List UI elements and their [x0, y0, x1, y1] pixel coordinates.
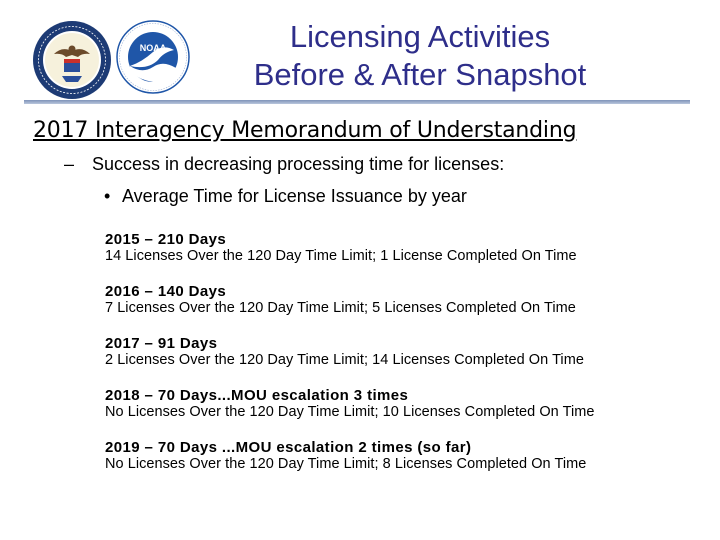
entry-year: 2018 – 70 Days...MOU escalation 3 times [105, 387, 409, 404]
year-entry-2017 [105, 335, 594, 369]
entry-year: 2017 – 91 Days [105, 335, 218, 352]
entry-detail: No Licenses Over the 120 Day Time Limit; 8 Licenses Completed On Time [105, 456, 587, 472]
dash-marker: – [64, 154, 75, 174]
title-divider [24, 100, 690, 104]
entry-detail: 14 Licenses Over the 120 Day Time Limit; 1 License Completed On Time [105, 248, 577, 264]
title-line-2: Before & After Snapshot [253, 57, 587, 92]
slide-title [210, 18, 630, 94]
commerce-seal-logo [32, 20, 112, 100]
entry-year: 2016 – 140 Days [105, 283, 227, 300]
entry-year: 2015 – 210 Days [105, 231, 227, 248]
entry-year: 2019 – 70 Days ...MOU escalation 2 times (so far) [105, 439, 472, 456]
year-entry-2016 [105, 283, 594, 317]
year-entry-2015 [105, 231, 594, 265]
bullet-point [104, 186, 467, 207]
bullet-point-text: Average Time for License Issuance by year [122, 186, 467, 206]
entry-detail: No Licenses Over the 120 Day Time Limit; 10 Licenses Completed On Time [105, 404, 595, 420]
bullet-marker: • [104, 186, 111, 206]
title-line-1: Licensing Activities [289, 19, 551, 54]
year-entries [105, 231, 594, 491]
noaa-seal-logo [116, 20, 190, 94]
sub-point [64, 154, 504, 175]
year-entry-2019 [105, 439, 594, 473]
svg-text:NOAA: NOAA [139, 43, 167, 53]
year-entry-2018 [105, 387, 594, 421]
section-heading: 2017 Interagency Memorandum of Understanding [33, 118, 577, 143]
sub-point-text: Success in decreasing processing time for licenses: [92, 154, 505, 174]
entry-detail: 2 Licenses Over the 120 Day Time Limit; 14 Licenses Completed On Time [105, 352, 584, 368]
entry-detail: 7 Licenses Over the 120 Day Time Limit; 5 Licenses Completed On Time [105, 300, 576, 316]
